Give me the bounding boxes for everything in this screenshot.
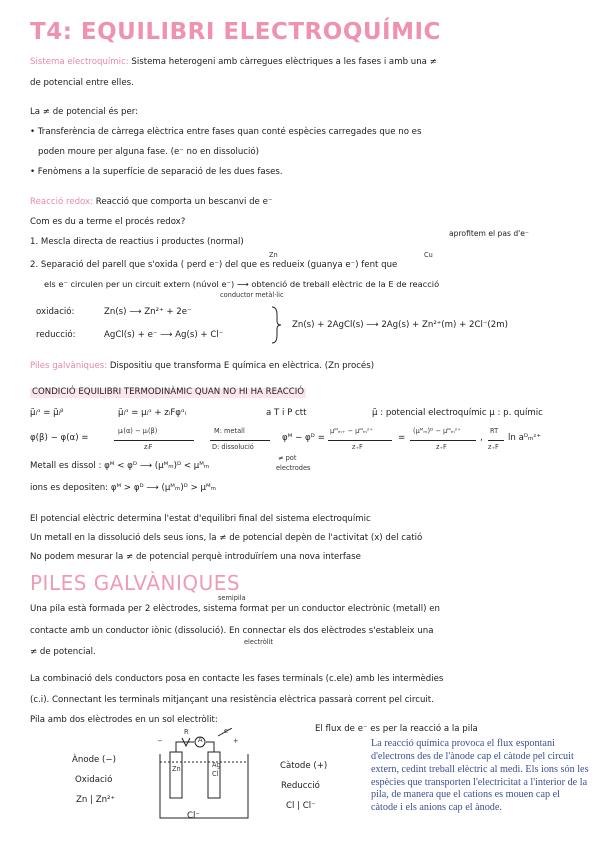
resistor-label: R <box>184 728 189 736</box>
cathode-label: Càtode (+) <box>280 761 328 771</box>
list-item-cont: els e⁻ circulen per un circuit extern (núvol e⁻) ⟶ obtenció de treball elèctric de la E de reacció <box>44 279 440 289</box>
electron-label: e⁻ <box>224 727 232 735</box>
electrode-cl-label: Cl <box>212 770 219 778</box>
under-note: conductor metàl·lic <box>220 291 284 299</box>
fraction-bar <box>210 440 270 441</box>
galvanic-cell-diagram <box>148 728 266 830</box>
half-reaction: Zn(s) ⟶ Zn²⁺ + 2e⁻ <box>104 307 192 317</box>
statement: Un metall en la dissolució dels seus ions, la ≠ de potencial depèn de l'activitat (x) del catió <box>30 533 423 543</box>
log-term: ln aᴰₘᶻ⁺ <box>508 433 542 443</box>
equation: ions es depositen: φᴹ > φᴰ ⟶ (μᴹₘ)ᴰ > μᴹₘ <box>30 483 216 493</box>
half-reaction-label: reducció: <box>36 330 76 340</box>
list-item: 1. Mescla directa de reactius i productes (normal) <box>30 237 244 247</box>
equation: φᴹ − φᴰ = <box>282 433 325 443</box>
equation-condition: a T i P ctt <box>266 408 307 418</box>
definition-text: Dispositiu que transforma E química en elèctrica. (Zn procés) <box>109 361 375 371</box>
paragraph-line: La combinació dels conductors posa en contacte les fases terminals (c.ele) amb les intermèdies <box>30 674 444 684</box>
section-line: La ≠ de potencial és per: <box>30 107 139 117</box>
fraction-denominator: D: dissolució <box>212 443 254 451</box>
explanation-note: La reacció química provoca el flux espontani d'electrons des de l'ànode cap el càtode pel circuit extern, cedint treball elèctric al medi. Els ions són les espècies que transporten l'electricitat a l'interior de la pila, de manera que el cations es mouen cap el càtode i els anions cap el ànode. <box>371 738 589 814</box>
fraction-bar <box>114 440 194 441</box>
definition-text: Reacció que comporta un bescanvi de e⁻ <box>95 197 273 207</box>
highlighted-heading: CONDICIÓ EQUILIBRI TERMODINÀMIC QUAN NO HI HA REACCIÓ <box>32 387 305 397</box>
fraction-numerator: μᴹₘ₊ − μᴹₘᶻ⁺ <box>330 427 373 435</box>
electrolyte-label: Cl⁻ <box>187 811 200 821</box>
paragraph-line: Pila amb dos elèctrodes en un sol electròlit: <box>30 715 218 725</box>
definition-line <box>30 362 374 372</box>
term-label: Reacció redox: <box>30 197 94 207</box>
superscript-note: Cu <box>424 251 433 259</box>
fraction-bar <box>328 440 392 441</box>
cathode-process: Reducció <box>281 781 320 791</box>
question-line: Com es du a terme el procés redox? <box>30 217 186 227</box>
electrode-ag-label: Ag <box>212 761 221 769</box>
bullet-item-cont: poden moure per alguna fase. (e⁻ no en dissolució) <box>38 147 260 157</box>
statement: No podem mesurar la ≠ de potencial perquè introduïríem una nova interfase <box>30 552 361 562</box>
superscript-note: Zn <box>269 251 278 259</box>
under-note: electròlit <box>244 638 274 646</box>
paragraph-line: (c.i). Connectant les terminals mitjançant una resistència elèctrica passarà corrent pel circuit. <box>30 695 434 705</box>
section-heading: PILES GALVÀNIQUES <box>30 571 241 595</box>
definition-line <box>30 198 272 208</box>
term-label: Sistema electroquímic: <box>30 57 129 67</box>
equation: φ(β) − φ(α) = <box>30 433 89 443</box>
equation: μ̃ᵢᵅ = μᵢᵅ + zᵢFφᵅᵢ <box>118 408 186 418</box>
fraction-denominator: zᵢF <box>144 443 153 451</box>
statement: El potencial elèctric determina l'estat d'equilibri final del sistema electroquímic <box>30 514 371 524</box>
superscript-note: semipila <box>218 594 246 602</box>
margin-note: aprofitem el pas d'e⁻ <box>449 229 529 238</box>
side-note: electrodes <box>276 464 311 472</box>
definition-line-2: de potencial entre elles. <box>30 78 134 88</box>
comma-sign: , <box>480 433 483 443</box>
bullet-item: • Transferència de càrrega elèctrica entre fases quan conté espècies carregades que no es <box>30 127 422 137</box>
list-item: 2. Separació del parell que s'oxida ( perd e⁻) del que es redueix (guanya e⁻) fent que <box>30 260 398 270</box>
plus-terminal: + <box>233 737 239 745</box>
side-note: ≠ pot <box>278 454 297 462</box>
equation: μ̃ᵢᵅ = μ̃ᵢᵝ <box>30 408 64 418</box>
equals-sign: = <box>398 433 406 443</box>
fraction-bar <box>410 440 476 441</box>
electrode-zn-label: Zn <box>172 765 181 773</box>
term-label: Piles galvàniques: <box>30 361 108 371</box>
definition-line <box>30 58 437 68</box>
half-reaction: AgCl(s) + e⁻ ⟶ Ag(s) + Cl⁻ <box>104 330 224 340</box>
bullet-item: • Fenòmens a la superfície de separació de les dues fases. <box>30 167 283 177</box>
equation: Metall es dissol : φᴹ < φᴰ ⟶ (μᴹₘ)ᴰ < μᴹₘ <box>30 461 210 471</box>
brace-icon <box>270 305 282 345</box>
fraction-denominator: z₊F <box>488 443 499 451</box>
anode-couple: Zn | Zn²⁺ <box>76 795 116 805</box>
fraction-numerator: (μᴹₘ)ᴰ − μᴹₘᶻ⁺ <box>413 427 461 435</box>
anode-label: Ànode (−) <box>72 755 116 765</box>
half-reaction-label: oxidació: <box>36 307 75 317</box>
fraction-numerator: RT <box>490 427 499 435</box>
paragraph-line: Una pila està formada per 2 elèctrodes, sistema format per un conductor electrònic (metall) en <box>30 604 440 614</box>
paragraph-line: ≠ de potencial. <box>30 647 96 657</box>
flux-note: El flux de e⁻ es per la reacció a la pila <box>315 724 478 734</box>
paragraph-line: contacte amb un conductor iònic (dissolució). En connectar els dos elèctrodes s'estableix una <box>30 626 434 636</box>
anode-process: Oxidació <box>75 775 113 785</box>
fraction-denominator: z₊F <box>436 443 447 451</box>
fraction-bar <box>488 440 504 441</box>
definition-text: Sistema heterogeni amb càrregues elèctriques a les fases i amb una ≠ <box>131 57 437 67</box>
fraction-numerator: M: metall <box>214 427 245 435</box>
minus-terminal: − <box>157 737 163 745</box>
equation-legend: μ̃ : potencial electroquímic μ : p. químic <box>372 408 543 418</box>
fraction-denominator: z₊F <box>352 443 363 451</box>
overall-reaction: Zn(s) + 2AgCl(s) ⟶ 2Ag(s) + Zn²⁺(m) + 2Cl⁻(2m) <box>292 320 508 330</box>
fraction-numerator: μᵢ(α) − μᵢ(β) <box>118 427 158 435</box>
page-title: T4: EQUILIBRI ELECTROQUÍMIC <box>30 19 441 45</box>
ammeter-label: A <box>198 736 203 744</box>
cathode-couple: Cl | Cl⁻ <box>286 801 316 811</box>
